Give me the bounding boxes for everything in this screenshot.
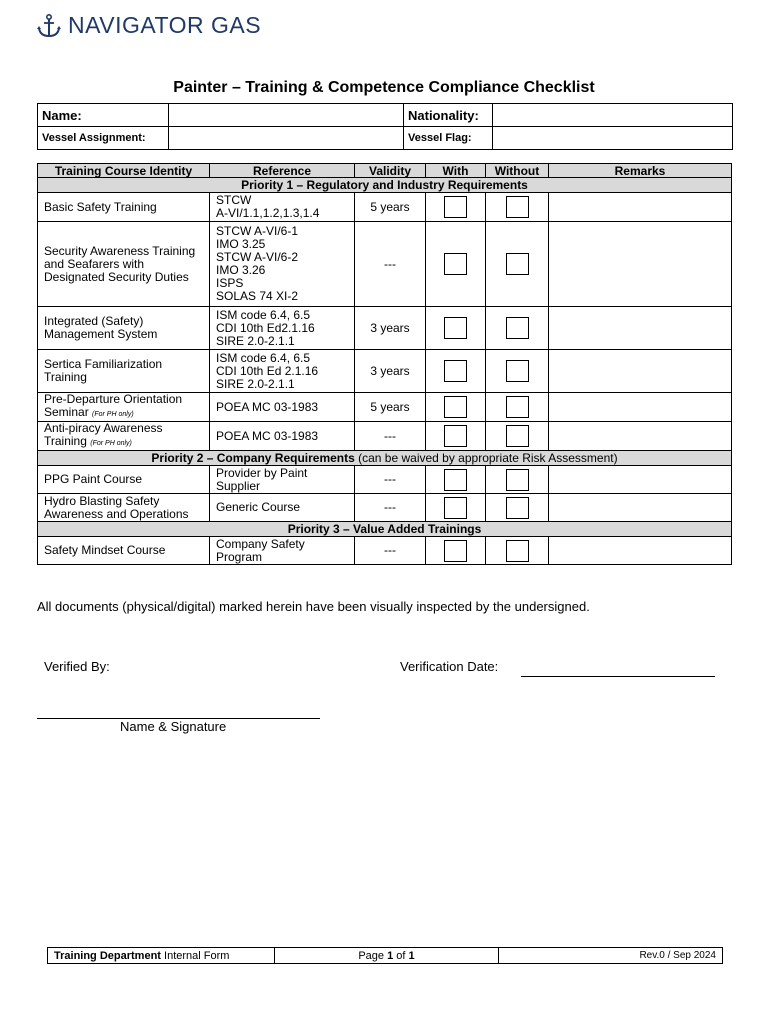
- vessel-flag-label: Vessel Flag:: [404, 127, 493, 150]
- course-name: Pre-Departure Orientation Seminar (For PH only): [38, 393, 210, 422]
- course-name: Integrated (Safety) Management System: [38, 307, 210, 350]
- table-row: [38, 393, 732, 422]
- name-label: Name:: [38, 104, 169, 127]
- remarks-cell[interactable]: [549, 350, 732, 393]
- with-checkbox-cell: [426, 537, 486, 565]
- with-checkbox-cell: [426, 307, 486, 350]
- page-title: Painter – Training & Competence Compliance Checklist: [173, 79, 595, 96]
- with-checkbox[interactable]: [444, 253, 467, 275]
- header-validity: Validity: [355, 164, 426, 178]
- page-footer: [47, 947, 723, 964]
- inspection-statement: All documents (physical/digital) marked herein have been visually inspected by the undersigned.: [37, 599, 590, 614]
- header-reference: Reference: [210, 164, 355, 178]
- logo-text: NAVIGATOR GAS: [68, 12, 262, 38]
- for-ph-only-note: (For PH only): [90, 440, 132, 447]
- without-checkbox[interactable]: [506, 360, 529, 382]
- with-checkbox-cell: [426, 393, 486, 422]
- reference-cell: ISM code 6.4, 6.5 CDI 10th Ed2.1.16 SIRE 2.0-2.1.1: [210, 307, 355, 350]
- validity-cell: 5 years: [355, 393, 426, 422]
- verification-date-line[interactable]: [521, 676, 715, 677]
- validity-cell: ---: [355, 494, 426, 522]
- course-name: Sertica Familiarization Training: [38, 350, 210, 393]
- validity-cell: 5 years: [355, 193, 426, 222]
- without-checkbox-cell: [486, 307, 549, 350]
- validity-cell: ---: [355, 466, 426, 494]
- with-checkbox-cell: [426, 422, 486, 451]
- for-ph-only-note: (For PH only): [92, 411, 134, 418]
- header-course: Training Course Identity: [38, 164, 210, 178]
- table-row: [38, 307, 732, 350]
- without-checkbox-cell: [486, 193, 549, 222]
- nationality-label: Nationality:: [404, 104, 493, 127]
- without-checkbox[interactable]: [506, 425, 529, 447]
- without-checkbox[interactable]: [506, 396, 529, 418]
- validity-cell: 3 years: [355, 350, 426, 393]
- name-signature-label: Name & Signature: [120, 719, 227, 734]
- training-checklist-table: [37, 163, 732, 565]
- remarks-cell[interactable]: [549, 466, 732, 494]
- vessel-flag-field[interactable]: [493, 127, 733, 150]
- reference-cell: POEA MC 03-1983: [210, 422, 355, 451]
- anchor-icon: [36, 13, 62, 39]
- table-row: [38, 222, 732, 307]
- table-row: [38, 350, 732, 393]
- without-checkbox[interactable]: [506, 253, 529, 275]
- table-row: [38, 193, 732, 222]
- validity-cell: ---: [355, 422, 426, 451]
- without-checkbox-cell: [486, 393, 549, 422]
- with-checkbox[interactable]: [444, 360, 467, 382]
- reference-cell: Provider by Paint Supplier: [210, 466, 355, 494]
- vessel-assignment-label: Vessel Assignment:: [38, 127, 169, 150]
- without-checkbox[interactable]: [506, 317, 529, 339]
- remarks-cell[interactable]: [549, 222, 732, 307]
- reference-cell: Generic Course: [210, 494, 355, 522]
- table-row: [38, 466, 732, 494]
- without-checkbox-cell: [486, 466, 549, 494]
- priority-1-heading: Priority 1 – Regulatory and Industry Requirements: [38, 178, 732, 193]
- without-checkbox-cell: [486, 494, 549, 522]
- info-table: [37, 103, 733, 150]
- remarks-cell[interactable]: [549, 193, 732, 222]
- validity-cell: ---: [355, 537, 426, 565]
- name-field[interactable]: [169, 104, 404, 127]
- validity-cell: 3 years: [355, 307, 426, 350]
- table-row: [38, 537, 732, 565]
- priority-3-heading: Priority 3 – Value Added Trainings: [38, 522, 732, 537]
- header-without: Without: [486, 164, 549, 178]
- without-checkbox-cell: [486, 350, 549, 393]
- footer-department: Training Department Internal Form: [48, 948, 275, 964]
- without-checkbox-cell: [486, 422, 549, 451]
- footer-revision: Rev.0 / Sep 2024: [499, 948, 723, 964]
- footer-page-number: Page 1 of 1: [275, 948, 499, 964]
- reference-cell: POEA MC 03-1983: [210, 393, 355, 422]
- with-checkbox[interactable]: [444, 425, 467, 447]
- reference-cell: Company Safety Program: [210, 537, 355, 565]
- verified-by-label: Verified By:: [44, 659, 110, 674]
- without-checkbox[interactable]: [506, 469, 529, 491]
- remarks-cell[interactable]: [549, 393, 732, 422]
- vessel-assignment-field[interactable]: [169, 127, 404, 150]
- with-checkbox-cell: [426, 193, 486, 222]
- course-name: Hydro Blasting Safety Awareness and Operations: [38, 494, 210, 522]
- with-checkbox[interactable]: [444, 396, 467, 418]
- without-checkbox[interactable]: [506, 497, 529, 519]
- with-checkbox[interactable]: [444, 196, 467, 218]
- with-checkbox[interactable]: [444, 317, 467, 339]
- remarks-cell[interactable]: [549, 494, 732, 522]
- remarks-cell[interactable]: [549, 307, 732, 350]
- with-checkbox-cell: [426, 466, 486, 494]
- with-checkbox-cell: [426, 222, 486, 307]
- course-name: Basic Safety Training: [38, 193, 210, 222]
- header-with: With: [426, 164, 486, 178]
- with-checkbox[interactable]: [444, 497, 467, 519]
- table-row: [38, 494, 732, 522]
- with-checkbox-cell: [426, 350, 486, 393]
- remarks-cell[interactable]: [549, 537, 732, 565]
- verification-date-label: Verification Date:: [400, 659, 499, 674]
- header-remarks: Remarks: [549, 164, 732, 178]
- reference-cell: STCW A-VI/1.1,1.2,1.3,1.4: [210, 193, 355, 222]
- with-checkbox-cell: [426, 494, 486, 522]
- without-checkbox[interactable]: [506, 196, 529, 218]
- course-name: Safety Mindset Course: [38, 537, 210, 565]
- with-checkbox[interactable]: [444, 540, 467, 562]
- reference-cell: ISM code 6.4, 6.5 CDI 10th Ed 2.1.16 SIRE 2.0-2.1.1: [210, 350, 355, 393]
- without-checkbox[interactable]: [506, 540, 529, 562]
- reference-cell: STCW A-VI/6-1 IMO 3.25 STCW A-VI/6-2 IMO 3.26 ISPS SOLAS 74 XI-2: [210, 222, 355, 307]
- with-checkbox[interactable]: [444, 469, 467, 491]
- company-logo: [36, 12, 261, 39]
- table-row: [38, 422, 732, 451]
- validity-cell: ---: [355, 222, 426, 307]
- course-name: Anti-piracy Awareness Training (For PH only): [38, 422, 210, 451]
- without-checkbox-cell: [486, 537, 549, 565]
- without-checkbox-cell: [486, 222, 549, 307]
- nationality-field[interactable]: [493, 104, 733, 127]
- priority-2-heading: Priority 2 – Company Requirements (can be waived by appropriate Risk Assessment): [38, 451, 732, 466]
- remarks-cell[interactable]: [549, 422, 732, 451]
- course-name: Security Awareness Training and Seafarers with Designated Security Duties: [38, 222, 210, 307]
- course-name: PPG Paint Course: [38, 466, 210, 494]
